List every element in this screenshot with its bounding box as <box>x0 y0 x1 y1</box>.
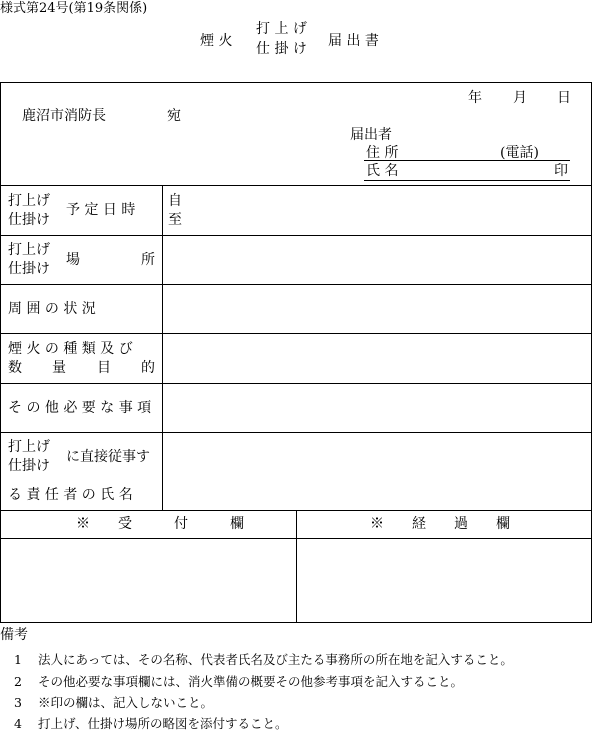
fireworks-type-line2-a: 数 <box>8 360 22 376</box>
place-label-upper: 打上げ <box>8 242 50 258</box>
title-suffix: 届 出 書 <box>328 33 379 49</box>
schedule-label-lower: 仕掛け <box>8 212 50 228</box>
name-line <box>364 164 570 181</box>
surroundings-label: 周 囲 の 状 況 <box>8 301 96 317</box>
seal-mark: 印 <box>554 163 568 179</box>
schedule-label-upper: 打上げ <box>8 193 50 209</box>
phone-label: (電話) <box>500 145 539 161</box>
responsible-label-line2: る 責 任 者 の 氏 名 <box>8 487 133 503</box>
note-number: 4 <box>14 716 22 731</box>
note-number: 2 <box>14 674 22 689</box>
place-label-a: 場 <box>66 252 80 268</box>
date-year-label: 年 <box>468 90 482 106</box>
place-label-lower: 仕掛け <box>8 261 50 277</box>
addressee: 鹿沼市消防長 <box>22 108 106 124</box>
address-line <box>364 146 570 161</box>
title-lower: 仕 掛 け <box>256 41 307 57</box>
row-divider <box>0 185 592 186</box>
schedule-from-label: 自 <box>168 193 182 209</box>
responsible-label-upper: 打上げ <box>8 439 50 455</box>
place-label-b: 所 <box>141 252 155 268</box>
row-divider <box>0 383 592 384</box>
date-day-label: 日 <box>557 90 571 106</box>
table-bottom-border <box>0 622 592 623</box>
progress-column-header: ※ 経 過 欄 <box>370 516 510 532</box>
fireworks-type-line2-c: 目 <box>97 360 111 376</box>
row-divider <box>0 235 592 236</box>
schedule-to-label: 至 <box>168 212 182 228</box>
note-text: 法人にあっては、その名称、代表者氏名及び主たる事務所の所在地を記入すること。 <box>38 652 513 667</box>
schedule-label-main: 予 定 日 時 <box>66 202 136 218</box>
reception-column-header: ※ 受 付 欄 <box>76 516 244 532</box>
responsible-label-main: に直接従事す <box>66 449 150 465</box>
title-prefix: 煙 火 <box>200 33 233 49</box>
row-divider <box>0 284 592 285</box>
notes-heading: 備考 <box>0 627 28 643</box>
table-left-border <box>0 82 1 622</box>
note-text: 打上げ、仕掛け場所の略図を添付すること。 <box>38 716 288 731</box>
addressee-suffix: 宛 <box>167 108 181 124</box>
note-text: その他必要な事項欄には、消火準備の概要その他参考事項を記入すること。 <box>38 674 464 689</box>
note-text: ※印の欄は、記入しないこと。 <box>38 695 214 710</box>
fireworks-type-line1: 煙 火 の 種 類 及 び <box>8 341 133 357</box>
name-label: 氏 名 <box>366 163 399 179</box>
note-number: 1 <box>14 652 22 667</box>
other-matters-label: そ の 他 必 要 な 事 項 <box>8 400 152 416</box>
fireworks-type-line2-d: 的 <box>141 360 155 376</box>
form-number-label: 様式第24号(第19条関係) <box>0 1 148 16</box>
title-upper: 打 上 げ <box>256 21 307 37</box>
row-divider <box>0 432 592 433</box>
address-label: 住 所 <box>366 145 399 161</box>
date-month-label: 月 <box>513 90 527 106</box>
label-column-divider <box>162 185 163 510</box>
table-top-border <box>0 82 592 83</box>
row-divider <box>0 333 592 334</box>
responsible-label-lower: 仕掛け <box>8 458 50 474</box>
office-column-divider <box>296 510 297 622</box>
applicant-label: 届出者 <box>350 127 392 143</box>
note-number: 3 <box>14 695 22 710</box>
fireworks-type-line2-b: 量 <box>52 360 66 376</box>
